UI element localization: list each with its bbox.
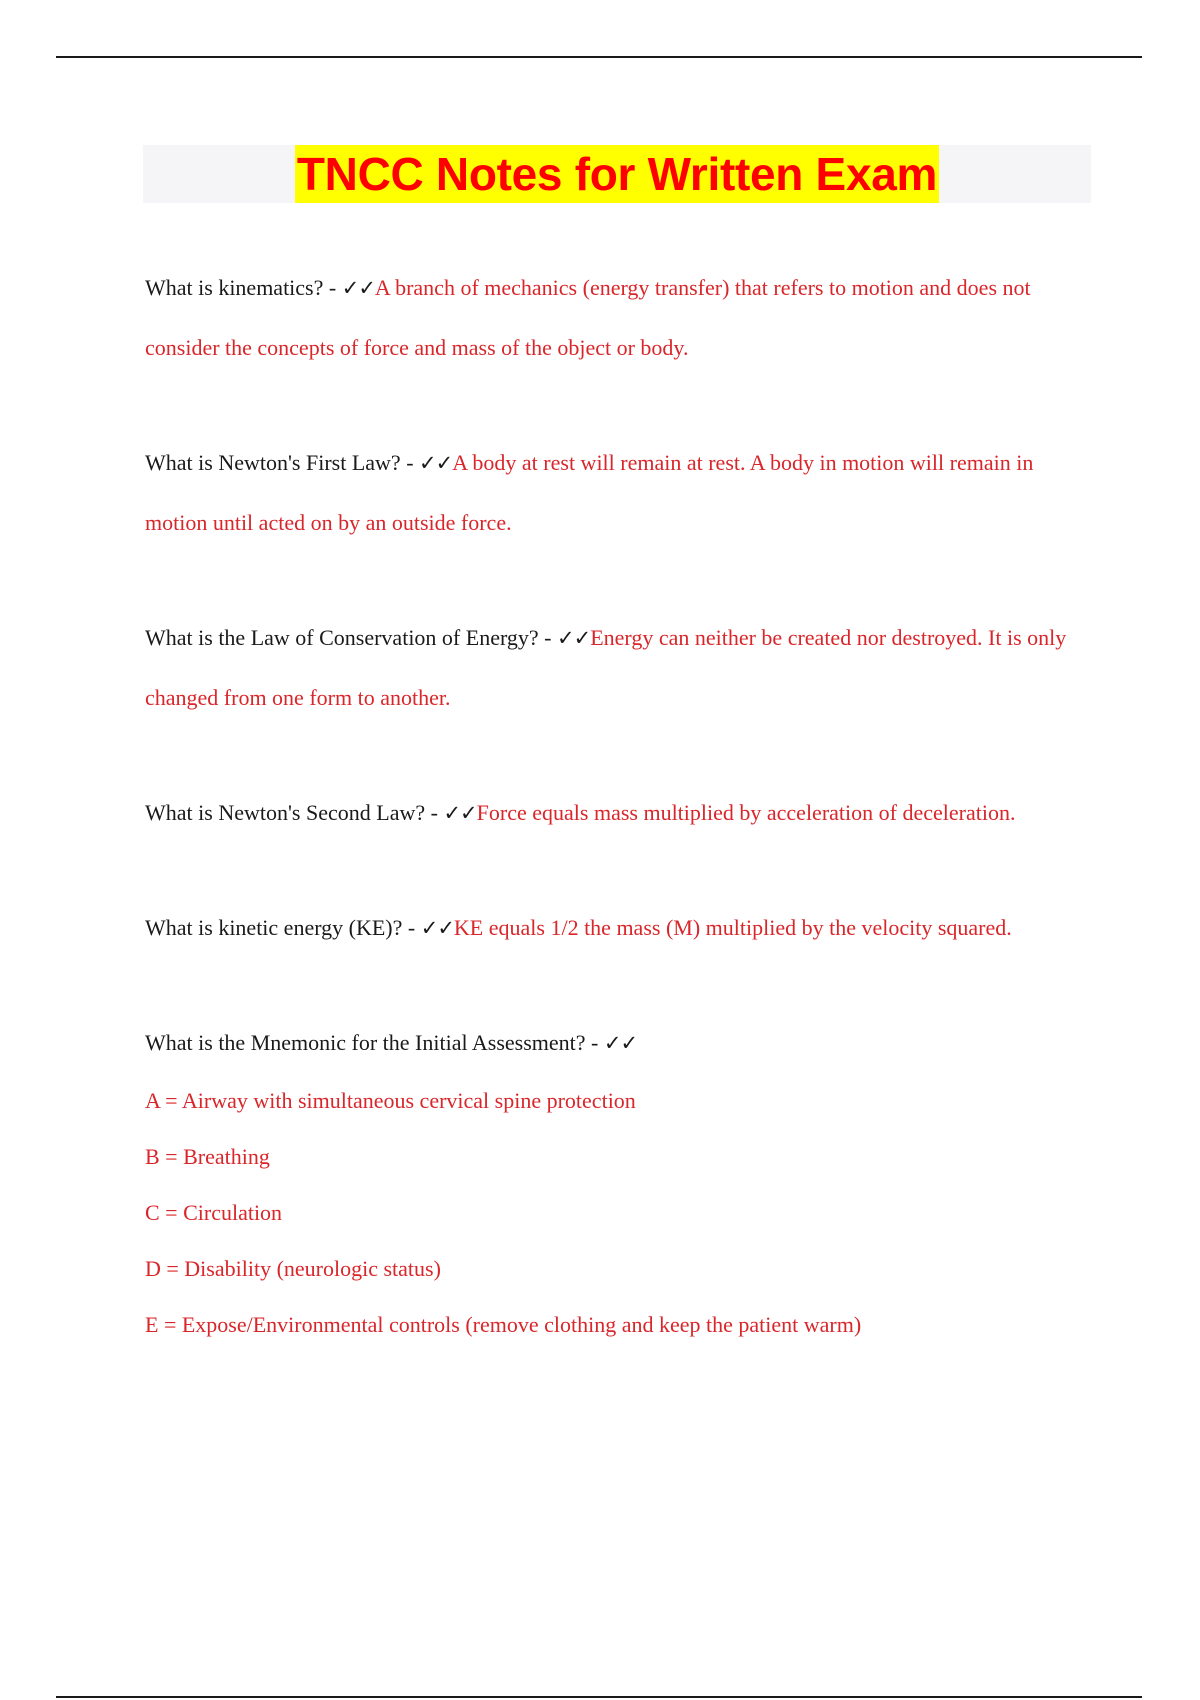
question-text: What is kinematics? <box>145 275 324 300</box>
check-mark-icon: ✓✓ <box>419 451 453 475</box>
question-text: What is the Mnemonic for the Initial Assessment? <box>145 1030 586 1055</box>
separator: - <box>425 800 444 825</box>
separator: - <box>402 915 421 940</box>
mnemonic-item-c: C = Circulation <box>145 1200 283 1225</box>
check-mark-icon: ✓✓ <box>603 1031 638 1055</box>
mnemonic-item-b: B = Breathing <box>145 1144 270 1169</box>
mnemonic-question-line <box>145 1013 1095 1073</box>
check-mark-icon: ✓✓ <box>420 916 454 940</box>
title-band <box>143 145 1091 203</box>
separator: - <box>585 1030 604 1055</box>
footer-rule <box>56 1696 1142 1698</box>
page-title: TNCC Notes for Written Exam <box>295 145 939 203</box>
check-mark-icon: ✓✓ <box>341 276 375 300</box>
qa-item <box>145 433 1095 553</box>
check-mark-icon: ✓✓ <box>556 626 591 650</box>
question-text: What is Newton's Second Law? <box>145 800 426 825</box>
header-rule <box>56 56 1142 58</box>
mnemonic-block <box>145 1013 1095 1353</box>
separator: - <box>323 275 342 300</box>
question-text: What is Newton's First Law? <box>145 450 401 475</box>
mnemonic-item-d: D = Disability (neurologic status) <box>145 1256 441 1281</box>
separator: - <box>400 450 420 475</box>
qa-item <box>145 258 1095 378</box>
answer-text: Energy can neither be created nor destroyed. It is only changed from one form to another. <box>145 625 1067 710</box>
question-text: What is the Law of Conservation of Energy? <box>145 625 539 650</box>
mnemonic-item-e: E = Expose/Environmental controls (remove clothing and keep the patient warm) <box>145 1312 862 1337</box>
qa-item <box>145 898 1095 958</box>
answer-text: KE equals 1/2 the mass (M) multiplied by the velocity squared. <box>453 915 1012 940</box>
separator: - <box>538 625 557 650</box>
answer-text: Force equals mass multiplied by acceleration of deceleration. <box>476 800 1016 825</box>
check-mark-icon: ✓✓ <box>443 801 477 825</box>
mnemonic-item-a: A = Airway with simultaneous cervical spine protection <box>145 1088 636 1113</box>
answer-text: A branch of mechanics (energy transfer) that refers to motion and does not consider the concepts of force and mass of the object or body. <box>145 275 1031 360</box>
answer-text: A body at rest will remain at rest. A body in motion will remain in motion until acted on by an outside force. <box>145 450 1034 535</box>
qa-item <box>145 608 1095 728</box>
notes-content <box>145 258 1095 1353</box>
question-text: What is kinetic energy (KE)? <box>145 915 403 940</box>
qa-item <box>145 783 1095 843</box>
